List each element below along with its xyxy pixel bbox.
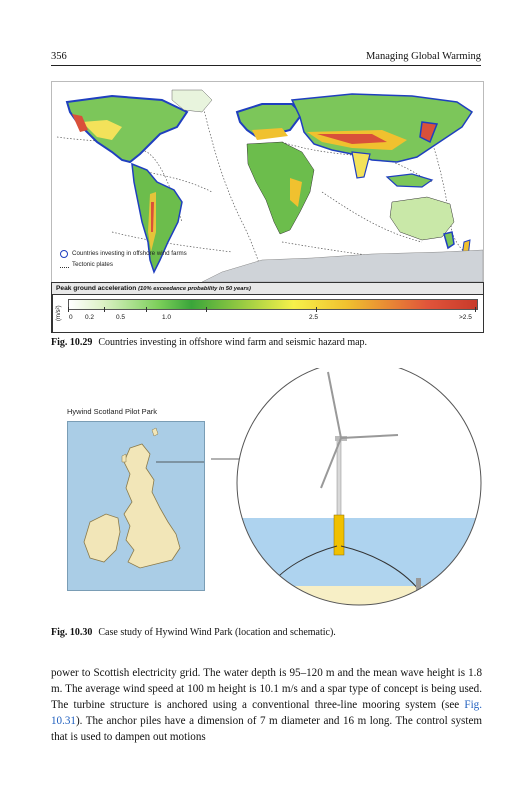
uk-map-graphic [68,422,204,590]
figure-hywind [51,368,482,608]
page-header [51,51,481,66]
sea-water [211,518,482,586]
scale-tick [68,307,69,312]
scale-subtitle: (10% exceedance probability in 50 years) [138,286,251,292]
map-legend [60,248,187,270]
body-paragraph: power to Scottish electricity grid. The water depth is 95–120 m and the mean wave height is 1.8 m. The average wind speed at 100 m height is 10.1 m/s and a spar type of concept is being used. The turbine structure is anchored using a conventional three-line mooring system (see Fig. 10.31). The anchor piles have a dimension of 7 m diameter and 16 m long. The control system that is used to dampen out motions [51,667,482,743]
scale-tick [316,307,317,312]
page-number: 356 [51,51,67,62]
scale-tick-label: 0.5 [116,314,126,321]
circle-marker-icon [60,250,68,258]
hywind-schematic [211,368,482,608]
scale-tick-label: 1.0 [162,314,172,321]
figure-caption-10-30: Fig. 10.30 Case study of Hywind Wind Park (location and schematic). [51,627,336,638]
pga-scale [51,282,484,333]
turbine-tower [337,440,341,518]
inset-title: Hywind Scotland Pilot Park [67,407,158,416]
scale-tick [206,307,207,312]
running-title: Managing Global Warming [365,51,481,62]
scale-tick [475,307,476,312]
figure-reference-link[interactable]: Fig. 10.31 [51,699,482,727]
world-map [51,81,484,283]
scale-tick-label: >2.5 [459,314,472,321]
scale-tick-label: 0.2 [85,314,95,321]
legend-countries: Countries investing in offshore wind farms [72,250,187,257]
figure-caption-10-29: Fig. 10.29 Countries investing in offshore wind farm and seismic hazard map. [51,337,368,348]
legend-tectonic: Tectonic plates [72,261,113,268]
scale-tick [146,307,147,312]
dotted-line-icon [60,261,69,268]
scale-title: Peak ground acceleration (10% exceedance probability in 50 years) [52,283,483,295]
spar-buoy [334,515,344,555]
scale-tick-label: 0 [69,314,73,321]
anchor-pile [263,578,268,600]
scale-tick [104,307,105,312]
figure-seismic-map [51,81,482,331]
scale-unit: (m/s²) [52,295,65,332]
color-bar [68,299,478,310]
uk-location-map [67,421,205,591]
scale-tick-label: 2.5 [309,314,319,321]
